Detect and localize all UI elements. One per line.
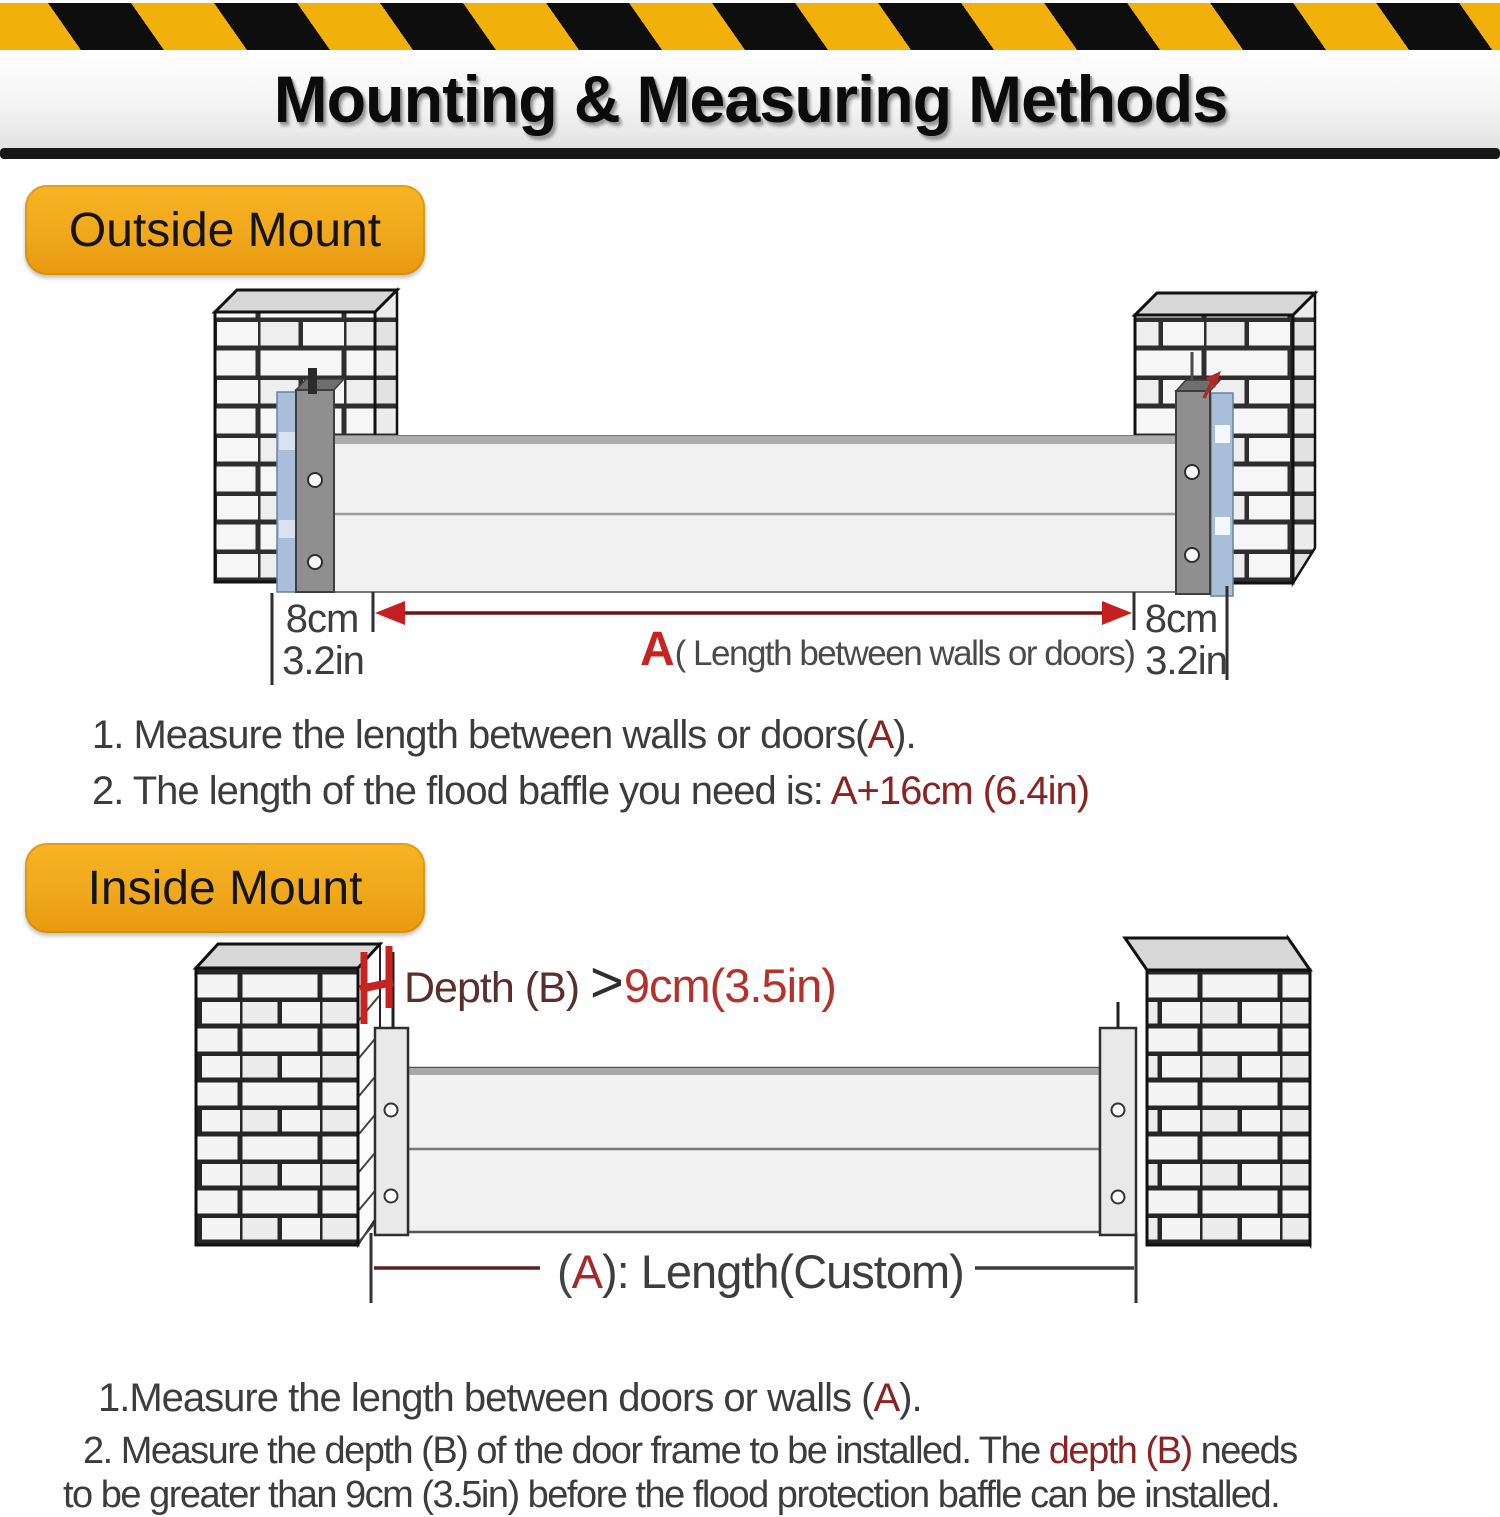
outside-mount-badge <box>25 185 425 275</box>
left-pillar <box>196 944 380 1245</box>
inside-mount-badge <box>25 843 425 933</box>
left-seal-strip <box>277 392 297 592</box>
left-offset-in: 3.2in <box>282 639 364 683</box>
left-channel-rail <box>375 1028 408 1235</box>
right-channel-rail <box>1176 391 1210 594</box>
screw-hole <box>385 1190 398 1203</box>
title-banner <box>0 50 1500 148</box>
left-mount-bracket <box>277 368 344 592</box>
left-anchor-pin <box>308 368 317 394</box>
inside-step-2-line-2: to be greater than 9cm (3.5in) before the flood protection baffle can be installed. <box>63 1474 1280 1516</box>
depth-annotation: Depth (B) >9cm(3.5in) <box>404 950 836 1015</box>
left-offset-cm: 8cm <box>285 597 359 641</box>
screw-hole <box>385 1104 398 1117</box>
right-offset-cm: 8cm <box>1144 597 1218 641</box>
outside-step-2: 2. The length of the flood baffle you need is: A+16cm (6.4in) <box>92 769 1090 813</box>
screw-hole <box>1185 548 1199 562</box>
outside-step-1: 1. Measure the length between walls or doors(A). <box>92 713 916 757</box>
inside-mount-label: Inside Mount <box>87 861 363 915</box>
screw-hole <box>308 555 322 569</box>
flood-barrier-panel <box>332 436 1176 592</box>
arrowhead-left <box>375 601 405 625</box>
flood-barrier-panel <box>408 1068 1100 1232</box>
dimension-a-custom-label: (A): Length(Custom) <box>557 1245 964 1298</box>
dimension-a-label: A( Length between walls or doors) <box>640 623 1135 676</box>
outside-mount-label: Outside Mount <box>68 203 382 257</box>
divider-bar <box>0 148 1500 159</box>
page-title: Mounting & Measuring Methods <box>273 62 1227 136</box>
inside-step-2-line-1: 2. Measure the depth (B) of the door frame to be installed. The depth (B) needs <box>83 1430 1297 1472</box>
dimension-a-custom <box>371 1233 1136 1303</box>
outside-mount-steps <box>92 714 1089 826</box>
inside-mount-diagram <box>0 930 1500 1332</box>
outside-mount-diagram <box>0 278 1500 702</box>
right-pillar <box>1125 938 1310 1245</box>
right-seal-strip <box>1211 393 1233 596</box>
inside-step-1: 1.Measure the length between doors or walls (A). <box>98 1376 922 1420</box>
screw-hole <box>1185 465 1199 479</box>
screw-hole <box>308 473 322 487</box>
right-offset-in: 3.2in <box>1145 639 1227 683</box>
screw-hole <box>1112 1104 1125 1117</box>
dimension-a <box>272 586 1227 685</box>
screw-hole <box>1112 1191 1125 1204</box>
arrowhead-right <box>1102 601 1132 625</box>
caution-tape <box>0 0 1500 53</box>
right-channel <box>1100 1002 1136 1235</box>
